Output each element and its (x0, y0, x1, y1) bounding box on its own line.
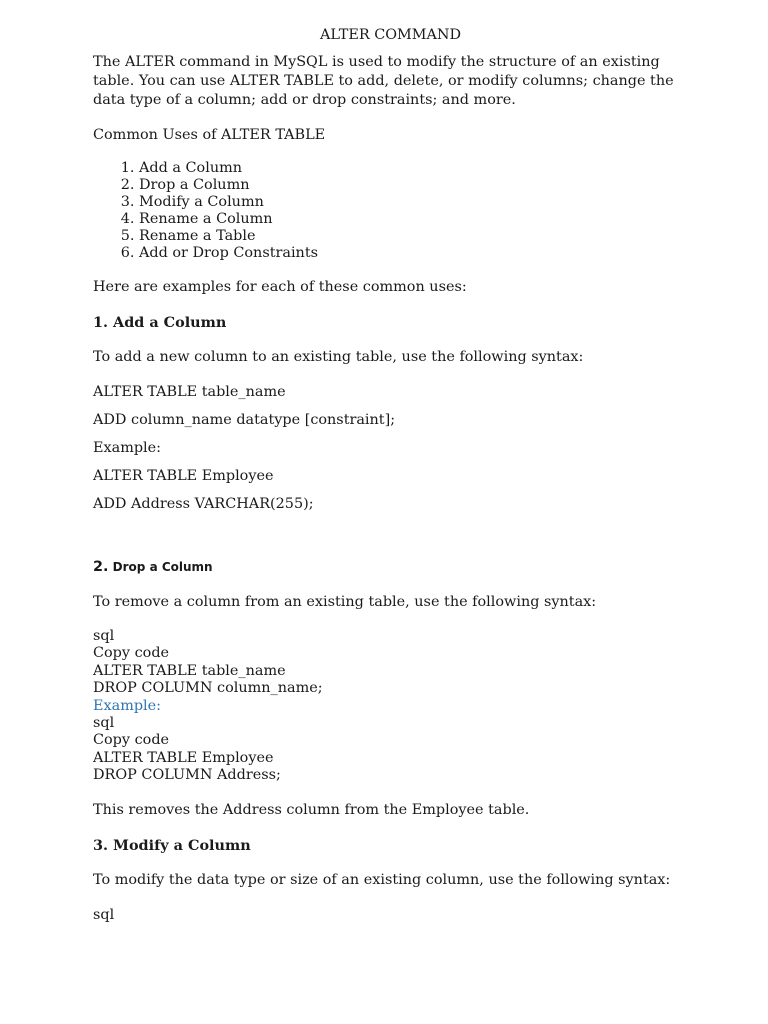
copy-code-button[interactable]: Copy code (93, 732, 170, 749)
section1-syntax-line2: ADD column_name datatype [constraint]; (93, 412, 396, 428)
common-uses-list (93, 160, 688, 262)
section3-heading: 3. Modify a Column (93, 836, 251, 854)
intro-paragraph: The ALTER command in MySQL is used to modify the structure of an existing table. You can use ALTER TABLE to add, delete, or modify columns; change the data type of a column; add or drop constraints; and more. (93, 54, 674, 108)
section2-example-label: Example: (93, 697, 162, 714)
section1-example-line1: ALTER TABLE Employee (93, 468, 274, 484)
code-lang-label: sql (93, 715, 115, 732)
section2-example-line2: DROP COLUMN Address; (93, 767, 281, 784)
list-item: 6. Add or Drop Constraints (139, 245, 688, 262)
document-title: ALTER COMMAND (319, 27, 462, 43)
section2-note: This removes the Address column from the Employee table. (93, 801, 530, 818)
section2-heading-text: Drop a Column (112, 560, 213, 574)
common-uses-heading: Common Uses of ALTER TABLE (93, 127, 326, 143)
copy-code-button[interactable]: Copy code (93, 645, 170, 662)
section1-description: To add a new column to an existing table, use the following syntax: (93, 349, 584, 365)
section2-example-line1: ALTER TABLE Employee (93, 749, 274, 766)
section2-heading-number: 2. (93, 559, 109, 575)
section1-example-line2: ADD Address VARCHAR(255); (93, 496, 314, 512)
section2-code-block (93, 628, 688, 785)
section2-syntax-line2: DROP COLUMN column_name; (93, 680, 323, 697)
list-item: 3. Modify a Column (139, 194, 688, 211)
section3-description: To modify the data type or size of an existing column, use the following syntax: (93, 871, 671, 888)
section2-syntax-line1: ALTER TABLE table_name (93, 662, 286, 679)
examples-intro: Here are examples for each of these common uses: (93, 279, 467, 295)
code-lang-label: sql (93, 906, 115, 923)
section1-syntax-line1: ALTER TABLE table_name (93, 384, 286, 400)
code-lang-label: sql (93, 628, 115, 644)
list-item: 2. Drop a Column (139, 177, 688, 194)
list-item: 5. Rename a Table (139, 228, 688, 245)
section1-example-label: Example: (93, 440, 162, 456)
section1-heading: 1. Add a Column (93, 314, 227, 331)
list-item: 4. Rename a Column (139, 211, 688, 228)
section2-heading (93, 558, 688, 577)
section2-description: To remove a column from an existing table, use the following syntax: (93, 594, 597, 610)
list-item: 1. Add a Column (139, 160, 688, 177)
